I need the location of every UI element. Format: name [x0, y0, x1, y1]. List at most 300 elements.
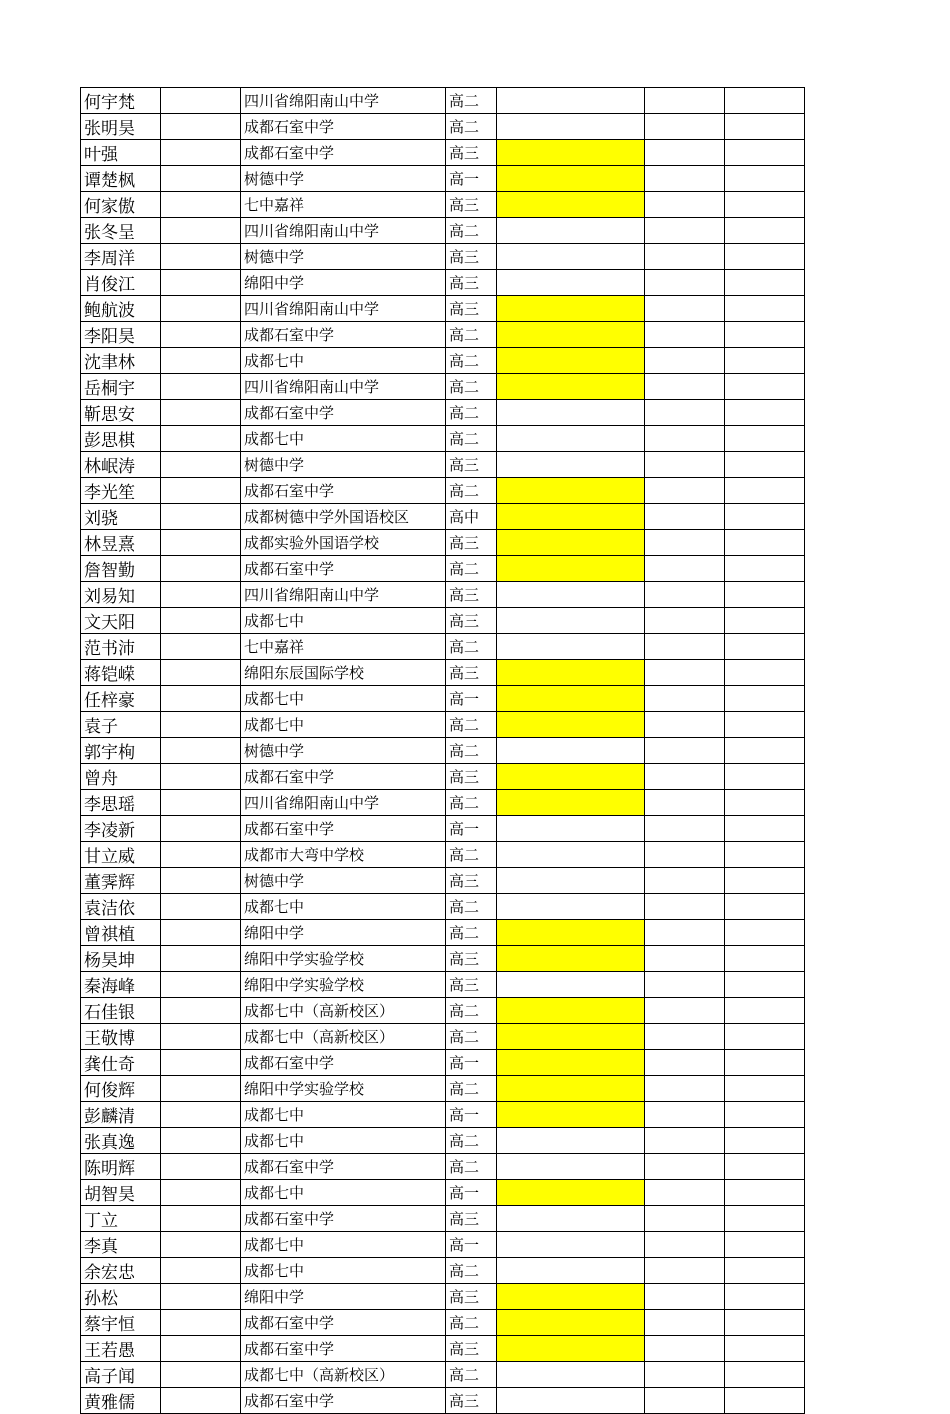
student-name-cell[interactable]: 蒋铠嵘 — [81, 660, 161, 686]
empty-cell[interactable] — [645, 166, 725, 192]
grade-cell[interactable]: 高二 — [446, 920, 497, 946]
grade-cell[interactable]: 高中 — [446, 504, 497, 530]
school-cell[interactable]: 成都七中 — [241, 1102, 446, 1128]
empty-cell[interactable] — [161, 478, 241, 504]
empty-cell[interactable] — [725, 400, 805, 426]
highlighted-cell[interactable] — [497, 1310, 645, 1336]
student-name-cell[interactable]: 范书沛 — [81, 634, 161, 660]
highlighted-cell[interactable] — [497, 1050, 645, 1076]
empty-cell[interactable] — [497, 582, 645, 608]
student-name-cell[interactable]: 张真逸 — [81, 1128, 161, 1154]
school-cell[interactable]: 树德中学 — [241, 738, 446, 764]
school-cell[interactable]: 成都石室中学 — [241, 114, 446, 140]
highlighted-cell[interactable] — [497, 686, 645, 712]
school-cell[interactable]: 成都石室中学 — [241, 1154, 446, 1180]
empty-cell[interactable] — [725, 1388, 805, 1414]
empty-cell[interactable] — [161, 738, 241, 764]
school-cell[interactable]: 绵阳中学实验学校 — [241, 972, 446, 998]
empty-cell[interactable] — [645, 400, 725, 426]
student-name-cell[interactable]: 刘骁 — [81, 504, 161, 530]
empty-cell[interactable] — [161, 1128, 241, 1154]
empty-cell[interactable] — [725, 1128, 805, 1154]
empty-cell[interactable] — [725, 634, 805, 660]
highlighted-cell[interactable] — [497, 192, 645, 218]
empty-cell[interactable] — [161, 530, 241, 556]
school-cell[interactable]: 成都七中 — [241, 1128, 446, 1154]
empty-cell[interactable] — [497, 426, 645, 452]
empty-cell[interactable] — [497, 868, 645, 894]
empty-cell[interactable] — [161, 400, 241, 426]
school-cell[interactable]: 成都七中（高新校区） — [241, 1362, 446, 1388]
empty-cell[interactable] — [725, 608, 805, 634]
empty-cell[interactable] — [497, 1258, 645, 1284]
student-name-cell[interactable]: 石佳银 — [81, 998, 161, 1024]
empty-cell[interactable] — [645, 114, 725, 140]
empty-cell[interactable] — [161, 686, 241, 712]
school-cell[interactable]: 树德中学 — [241, 166, 446, 192]
empty-cell[interactable] — [497, 1154, 645, 1180]
grade-cell[interactable]: 高三 — [446, 972, 497, 998]
empty-cell[interactable] — [725, 972, 805, 998]
grade-cell[interactable]: 高二 — [446, 842, 497, 868]
highlighted-cell[interactable] — [497, 1102, 645, 1128]
student-name-cell[interactable]: 黄雅儒 — [81, 1388, 161, 1414]
empty-cell[interactable] — [645, 972, 725, 998]
empty-cell[interactable] — [645, 1206, 725, 1232]
empty-cell[interactable] — [645, 738, 725, 764]
empty-cell[interactable] — [645, 1310, 725, 1336]
empty-cell[interactable] — [725, 816, 805, 842]
school-cell[interactable]: 四川省绵阳南山中学 — [241, 374, 446, 400]
school-cell[interactable]: 树德中学 — [241, 452, 446, 478]
grade-cell[interactable]: 高三 — [446, 244, 497, 270]
school-cell[interactable]: 成都七中 — [241, 608, 446, 634]
empty-cell[interactable] — [161, 88, 241, 114]
student-name-cell[interactable]: 李真 — [81, 1232, 161, 1258]
empty-cell[interactable] — [161, 816, 241, 842]
highlighted-cell[interactable] — [497, 712, 645, 738]
empty-cell[interactable] — [645, 218, 725, 244]
school-cell[interactable]: 成都七中 — [241, 712, 446, 738]
school-cell[interactable]: 成都石室中学 — [241, 478, 446, 504]
empty-cell[interactable] — [645, 530, 725, 556]
empty-cell[interactable] — [161, 426, 241, 452]
empty-cell[interactable] — [645, 1128, 725, 1154]
empty-cell[interactable] — [645, 1050, 725, 1076]
empty-cell[interactable] — [161, 1102, 241, 1128]
empty-cell[interactable] — [161, 556, 241, 582]
empty-cell[interactable] — [725, 478, 805, 504]
grade-cell[interactable]: 高二 — [446, 998, 497, 1024]
grade-cell[interactable]: 高三 — [446, 764, 497, 790]
highlighted-cell[interactable] — [497, 348, 645, 374]
highlighted-cell[interactable] — [497, 374, 645, 400]
empty-cell[interactable] — [725, 868, 805, 894]
empty-cell[interactable] — [497, 738, 645, 764]
empty-cell[interactable] — [645, 374, 725, 400]
empty-cell[interactable] — [725, 1362, 805, 1388]
highlighted-cell[interactable] — [497, 790, 645, 816]
grade-cell[interactable]: 高三 — [446, 582, 497, 608]
school-cell[interactable]: 七中嘉祥 — [241, 192, 446, 218]
empty-cell[interactable] — [645, 894, 725, 920]
student-name-cell[interactable]: 董霁辉 — [81, 868, 161, 894]
school-cell[interactable]: 四川省绵阳南山中学 — [241, 88, 446, 114]
student-name-cell[interactable]: 林岷涛 — [81, 452, 161, 478]
empty-cell[interactable] — [725, 1154, 805, 1180]
empty-cell[interactable] — [161, 1258, 241, 1284]
grade-cell[interactable]: 高二 — [446, 400, 497, 426]
grade-cell[interactable]: 高三 — [446, 140, 497, 166]
highlighted-cell[interactable] — [497, 556, 645, 582]
grade-cell[interactable]: 高二 — [446, 738, 497, 764]
grade-cell[interactable]: 高三 — [446, 1388, 497, 1414]
student-name-cell[interactable]: 岳桐宇 — [81, 374, 161, 400]
empty-cell[interactable] — [645, 296, 725, 322]
empty-cell[interactable] — [497, 270, 645, 296]
empty-cell[interactable] — [725, 1206, 805, 1232]
grade-cell[interactable]: 高二 — [446, 556, 497, 582]
empty-cell[interactable] — [161, 634, 241, 660]
grade-cell[interactable]: 高二 — [446, 790, 497, 816]
school-cell[interactable]: 成都石室中学 — [241, 1388, 446, 1414]
empty-cell[interactable] — [645, 1336, 725, 1362]
empty-cell[interactable] — [725, 1050, 805, 1076]
empty-cell[interactable] — [725, 1024, 805, 1050]
grade-cell[interactable]: 高一 — [446, 1102, 497, 1128]
grade-cell[interactable]: 高三 — [446, 296, 497, 322]
empty-cell[interactable] — [497, 608, 645, 634]
school-cell[interactable]: 四川省绵阳南山中学 — [241, 582, 446, 608]
grade-cell[interactable]: 高三 — [446, 608, 497, 634]
grade-cell[interactable]: 高三 — [446, 452, 497, 478]
empty-cell[interactable] — [161, 946, 241, 972]
empty-cell[interactable] — [725, 374, 805, 400]
empty-cell[interactable] — [725, 764, 805, 790]
empty-cell[interactable] — [645, 322, 725, 348]
highlighted-cell[interactable] — [497, 1024, 645, 1050]
grade-cell[interactable]: 高二 — [446, 426, 497, 452]
student-name-cell[interactable]: 袁子 — [81, 712, 161, 738]
empty-cell[interactable] — [725, 790, 805, 816]
empty-cell[interactable] — [161, 998, 241, 1024]
empty-cell[interactable] — [645, 426, 725, 452]
school-cell[interactable]: 成都石室中学 — [241, 1310, 446, 1336]
empty-cell[interactable] — [725, 556, 805, 582]
empty-cell[interactable] — [725, 322, 805, 348]
student-name-cell[interactable]: 王敬博 — [81, 1024, 161, 1050]
empty-cell[interactable] — [725, 686, 805, 712]
empty-cell[interactable] — [645, 582, 725, 608]
empty-cell[interactable] — [497, 452, 645, 478]
empty-cell[interactable] — [725, 894, 805, 920]
highlighted-cell[interactable] — [497, 946, 645, 972]
empty-cell[interactable] — [161, 1388, 241, 1414]
highlighted-cell[interactable] — [497, 920, 645, 946]
highlighted-cell[interactable] — [497, 1076, 645, 1102]
empty-cell[interactable] — [645, 478, 725, 504]
student-name-cell[interactable]: 杨昊坤 — [81, 946, 161, 972]
student-name-cell[interactable]: 任梓豪 — [81, 686, 161, 712]
highlighted-cell[interactable] — [497, 140, 645, 166]
grade-cell[interactable]: 高二 — [446, 1128, 497, 1154]
student-name-cell[interactable]: 林昱熹 — [81, 530, 161, 556]
empty-cell[interactable] — [725, 1310, 805, 1336]
empty-cell[interactable] — [497, 1388, 645, 1414]
empty-cell[interactable] — [725, 452, 805, 478]
empty-cell[interactable] — [645, 1258, 725, 1284]
grade-cell[interactable]: 高三 — [446, 530, 497, 556]
school-cell[interactable]: 四川省绵阳南山中学 — [241, 218, 446, 244]
empty-cell[interactable] — [497, 218, 645, 244]
empty-cell[interactable] — [645, 1362, 725, 1388]
grade-cell[interactable]: 高二 — [446, 1076, 497, 1102]
empty-cell[interactable] — [645, 686, 725, 712]
empty-cell[interactable] — [497, 244, 645, 270]
school-cell[interactable]: 成都七中 — [241, 348, 446, 374]
empty-cell[interactable] — [161, 1336, 241, 1362]
grade-cell[interactable]: 高一 — [446, 1232, 497, 1258]
empty-cell[interactable] — [725, 1102, 805, 1128]
empty-cell[interactable] — [645, 192, 725, 218]
school-cell[interactable]: 绵阳中学实验学校 — [241, 946, 446, 972]
highlighted-cell[interactable] — [497, 998, 645, 1024]
empty-cell[interactable] — [161, 1076, 241, 1102]
empty-cell[interactable] — [725, 140, 805, 166]
empty-cell[interactable] — [645, 998, 725, 1024]
student-name-cell[interactable]: 叶强 — [81, 140, 161, 166]
empty-cell[interactable] — [645, 1076, 725, 1102]
student-name-cell[interactable]: 彭麟清 — [81, 1102, 161, 1128]
empty-cell[interactable] — [497, 816, 645, 842]
student-name-cell[interactable]: 詹智勤 — [81, 556, 161, 582]
highlighted-cell[interactable] — [497, 296, 645, 322]
empty-cell[interactable] — [161, 374, 241, 400]
empty-cell[interactable] — [161, 322, 241, 348]
highlighted-cell[interactable] — [497, 478, 645, 504]
empty-cell[interactable] — [725, 660, 805, 686]
grade-cell[interactable]: 高一 — [446, 166, 497, 192]
grade-cell[interactable]: 高二 — [446, 1310, 497, 1336]
student-name-cell[interactable]: 肖俊江 — [81, 270, 161, 296]
school-cell[interactable]: 成都石室中学 — [241, 322, 446, 348]
student-name-cell[interactable]: 何俊辉 — [81, 1076, 161, 1102]
grade-cell[interactable]: 高二 — [446, 712, 497, 738]
empty-cell[interactable] — [161, 972, 241, 998]
student-name-cell[interactable]: 孙松 — [81, 1284, 161, 1310]
student-name-cell[interactable]: 李凌新 — [81, 816, 161, 842]
grade-cell[interactable]: 高三 — [446, 660, 497, 686]
student-name-cell[interactable]: 李阳昊 — [81, 322, 161, 348]
school-cell[interactable]: 成都七中 — [241, 1232, 446, 1258]
empty-cell[interactable] — [161, 712, 241, 738]
grade-cell[interactable]: 高一 — [446, 686, 497, 712]
grade-cell[interactable]: 高二 — [446, 478, 497, 504]
empty-cell[interactable] — [161, 270, 241, 296]
empty-cell[interactable] — [161, 868, 241, 894]
highlighted-cell[interactable] — [497, 166, 645, 192]
highlighted-cell[interactable] — [497, 504, 645, 530]
empty-cell[interactable] — [161, 1206, 241, 1232]
empty-cell[interactable] — [161, 1310, 241, 1336]
grade-cell[interactable]: 高三 — [446, 946, 497, 972]
empty-cell[interactable] — [161, 244, 241, 270]
empty-cell[interactable] — [725, 296, 805, 322]
empty-cell[interactable] — [645, 1024, 725, 1050]
empty-cell[interactable] — [725, 504, 805, 530]
school-cell[interactable]: 绵阳中学 — [241, 270, 446, 296]
school-cell[interactable]: 成都七中 — [241, 1258, 446, 1284]
school-cell[interactable]: 成都石室中学 — [241, 1050, 446, 1076]
empty-cell[interactable] — [725, 88, 805, 114]
empty-cell[interactable] — [645, 816, 725, 842]
empty-cell[interactable] — [161, 1362, 241, 1388]
highlighted-cell[interactable] — [497, 322, 645, 348]
empty-cell[interactable] — [645, 1102, 725, 1128]
empty-cell[interactable] — [645, 556, 725, 582]
empty-cell[interactable] — [161, 192, 241, 218]
student-name-cell[interactable]: 郭宇栒 — [81, 738, 161, 764]
empty-cell[interactable] — [725, 192, 805, 218]
grade-cell[interactable]: 高二 — [446, 1258, 497, 1284]
grade-cell[interactable]: 高二 — [446, 1024, 497, 1050]
empty-cell[interactable] — [497, 634, 645, 660]
empty-cell[interactable] — [725, 166, 805, 192]
school-cell[interactable]: 成都石室中学 — [241, 764, 446, 790]
school-cell[interactable]: 成都实验外国语学校 — [241, 530, 446, 556]
school-cell[interactable]: 成都七中 — [241, 686, 446, 712]
student-name-cell[interactable]: 何宇梵 — [81, 88, 161, 114]
empty-cell[interactable] — [645, 764, 725, 790]
empty-cell[interactable] — [645, 790, 725, 816]
student-name-cell[interactable]: 龚仕奇 — [81, 1050, 161, 1076]
grade-cell[interactable]: 高二 — [446, 348, 497, 374]
empty-cell[interactable] — [497, 894, 645, 920]
student-name-cell[interactable]: 袁洁依 — [81, 894, 161, 920]
empty-cell[interactable] — [725, 114, 805, 140]
empty-cell[interactable] — [725, 1180, 805, 1206]
empty-cell[interactable] — [725, 946, 805, 972]
empty-cell[interactable] — [161, 1284, 241, 1310]
empty-cell[interactable] — [161, 764, 241, 790]
empty-cell[interactable] — [161, 348, 241, 374]
school-cell[interactable]: 树德中学 — [241, 244, 446, 270]
highlighted-cell[interactable] — [497, 764, 645, 790]
empty-cell[interactable] — [161, 920, 241, 946]
empty-cell[interactable] — [645, 270, 725, 296]
school-cell[interactable]: 成都石室中学 — [241, 1336, 446, 1362]
empty-cell[interactable] — [645, 348, 725, 374]
school-cell[interactable]: 绵阳中学 — [241, 1284, 446, 1310]
empty-cell[interactable] — [645, 1232, 725, 1258]
empty-cell[interactable] — [645, 1388, 725, 1414]
student-name-cell[interactable]: 李光笙 — [81, 478, 161, 504]
empty-cell[interactable] — [725, 998, 805, 1024]
grade-cell[interactable]: 高一 — [446, 1180, 497, 1206]
school-cell[interactable]: 绵阳中学 — [241, 920, 446, 946]
student-name-cell[interactable]: 李思瑶 — [81, 790, 161, 816]
empty-cell[interactable] — [497, 88, 645, 114]
student-name-cell[interactable]: 蔡宇恒 — [81, 1310, 161, 1336]
school-cell[interactable]: 成都石室中学 — [241, 556, 446, 582]
grade-cell[interactable]: 高三 — [446, 1284, 497, 1310]
highlighted-cell[interactable] — [497, 1180, 645, 1206]
school-cell[interactable]: 七中嘉祥 — [241, 634, 446, 660]
highlighted-cell[interactable] — [497, 1336, 645, 1362]
student-name-cell[interactable]: 鲍航波 — [81, 296, 161, 322]
student-name-cell[interactable]: 谭楚枫 — [81, 166, 161, 192]
school-cell[interactable]: 成都石室中学 — [241, 816, 446, 842]
student-name-cell[interactable]: 余宏忠 — [81, 1258, 161, 1284]
school-cell[interactable]: 成都七中（高新校区） — [241, 998, 446, 1024]
empty-cell[interactable] — [161, 140, 241, 166]
student-name-cell[interactable]: 甘立威 — [81, 842, 161, 868]
grade-cell[interactable]: 高二 — [446, 322, 497, 348]
empty-cell[interactable] — [725, 582, 805, 608]
school-cell[interactable]: 成都石室中学 — [241, 1206, 446, 1232]
student-name-cell[interactable]: 曾舟 — [81, 764, 161, 790]
school-cell[interactable]: 四川省绵阳南山中学 — [241, 790, 446, 816]
grade-cell[interactable]: 高三 — [446, 270, 497, 296]
empty-cell[interactable] — [725, 738, 805, 764]
empty-cell[interactable] — [725, 1232, 805, 1258]
grade-cell[interactable]: 高三 — [446, 192, 497, 218]
grade-cell[interactable]: 高三 — [446, 1206, 497, 1232]
empty-cell[interactable] — [161, 1180, 241, 1206]
school-cell[interactable]: 成都七中 — [241, 426, 446, 452]
student-name-cell[interactable]: 王若愚 — [81, 1336, 161, 1362]
highlighted-cell[interactable] — [497, 530, 645, 556]
school-cell[interactable]: 绵阳东辰国际学校 — [241, 660, 446, 686]
grade-cell[interactable]: 高一 — [446, 816, 497, 842]
empty-cell[interactable] — [161, 1050, 241, 1076]
empty-cell[interactable] — [645, 1154, 725, 1180]
student-name-cell[interactable]: 张冬呈 — [81, 218, 161, 244]
empty-cell[interactable] — [161, 218, 241, 244]
empty-cell[interactable] — [645, 88, 725, 114]
empty-cell[interactable] — [645, 504, 725, 530]
empty-cell[interactable] — [497, 1232, 645, 1258]
student-name-cell[interactable]: 李周洋 — [81, 244, 161, 270]
empty-cell[interactable] — [645, 244, 725, 270]
grade-cell[interactable]: 高三 — [446, 1336, 497, 1362]
empty-cell[interactable] — [161, 1024, 241, 1050]
grade-cell[interactable]: 高二 — [446, 114, 497, 140]
empty-cell[interactable] — [725, 1336, 805, 1362]
highlighted-cell[interactable] — [497, 1284, 645, 1310]
grade-cell[interactable]: 高二 — [446, 374, 497, 400]
empty-cell[interactable] — [645, 1284, 725, 1310]
empty-cell[interactable] — [161, 894, 241, 920]
school-cell[interactable]: 成都七中（高新校区） — [241, 1024, 446, 1050]
empty-cell[interactable] — [645, 608, 725, 634]
empty-cell[interactable] — [645, 660, 725, 686]
empty-cell[interactable] — [161, 504, 241, 530]
empty-cell[interactable] — [161, 660, 241, 686]
school-cell[interactable]: 成都石室中学 — [241, 140, 446, 166]
student-name-cell[interactable]: 秦海峰 — [81, 972, 161, 998]
empty-cell[interactable] — [161, 790, 241, 816]
empty-cell[interactable] — [645, 1180, 725, 1206]
grade-cell[interactable]: 高二 — [446, 1154, 497, 1180]
highlighted-cell[interactable] — [497, 660, 645, 686]
empty-cell[interactable] — [725, 1076, 805, 1102]
empty-cell[interactable] — [725, 218, 805, 244]
empty-cell[interactable] — [497, 842, 645, 868]
empty-cell[interactable] — [725, 530, 805, 556]
student-name-cell[interactable]: 高子闻 — [81, 1362, 161, 1388]
grade-cell[interactable]: 高三 — [446, 868, 497, 894]
